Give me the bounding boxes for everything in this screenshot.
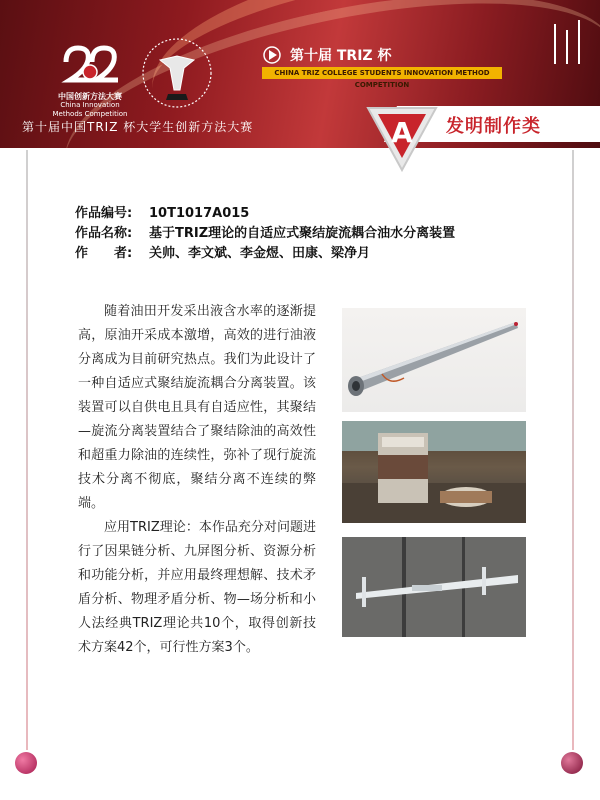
logo-caption-cn: 中国创新方法大赛 [58,92,122,101]
header-banner [0,0,600,148]
description-paragraph-2: 应用TRIZ理论：本作品充分对问题进行了因果链分析、九屏图分析、资源分析和功能分析，并应用最终理想解、技术矛盾分析、物理矛盾分析、物—场分析和小人法经典TRIZ理论共10个，取得创新技术方案42个，可行性方案3个。 [78,520,316,655]
entry-id-value: 10T1017A015 [149,206,250,221]
entry-author-value: 关帅、李文斌、李金煜、田康、梁净月 [149,246,371,261]
right-border-line [572,150,574,750]
device-render-photo [342,308,526,412]
competition-logo-icon [58,42,122,90]
entry-name-label: 作品名称: [75,226,133,241]
triz-cup-title: 第十届 TRIZ 杯 [290,48,392,64]
entry-id-row [75,204,455,224]
logo-caption [50,92,130,119]
triz-cup-emblem-icon [138,34,216,112]
entry-id-label: 作品编号: [75,206,133,221]
left-border-line [26,150,28,750]
decorative-bars-icon [550,20,586,68]
entry-name-value: 基于TRIZ理论的自适应式聚结旋流耦合油水分离装置 [149,226,456,241]
logo-caption-en: China Innovation Methods Competition [52,101,128,118]
description-paragraph-1: 随着油田开发采出液含水率的逐渐提高，原油开采成本激增，高效的进行油液分离成为目前研究热点。我们为此设计了一种自适应式聚结旋流耦合分离装置。该装置可以自供电且具有自适应性，其聚结—旋流分离装置结合了聚结除油的高效性和超重力除油的连续性，弥补了现行旋流技术分离不彻底，聚结分离不连续的弊端。 [78,304,316,511]
entry-author-label: 作 者: [75,246,133,261]
category-letter: A [391,116,413,149]
category-name: 发明制作类 [446,116,541,137]
entry-name-row [75,224,455,244]
prototype-photo [342,421,526,523]
corner-dot-left-icon [15,752,37,774]
lab-setup-image [342,537,526,637]
prototype-image [342,421,526,523]
device-render-image [342,308,526,412]
corner-dot-right-icon [561,752,583,774]
english-subtitle-band: CHINA TRIZ COLLEGE STUDENTS INNOVATION METHOD COMPETITION [262,67,502,79]
description-body [78,300,316,660]
entry-author-row [75,244,455,264]
lab-setup-photo [342,537,526,637]
contest-name: 第十届中国TRIZ 杯大学生创新方法大赛 [22,120,254,134]
entry-meta [75,204,455,264]
